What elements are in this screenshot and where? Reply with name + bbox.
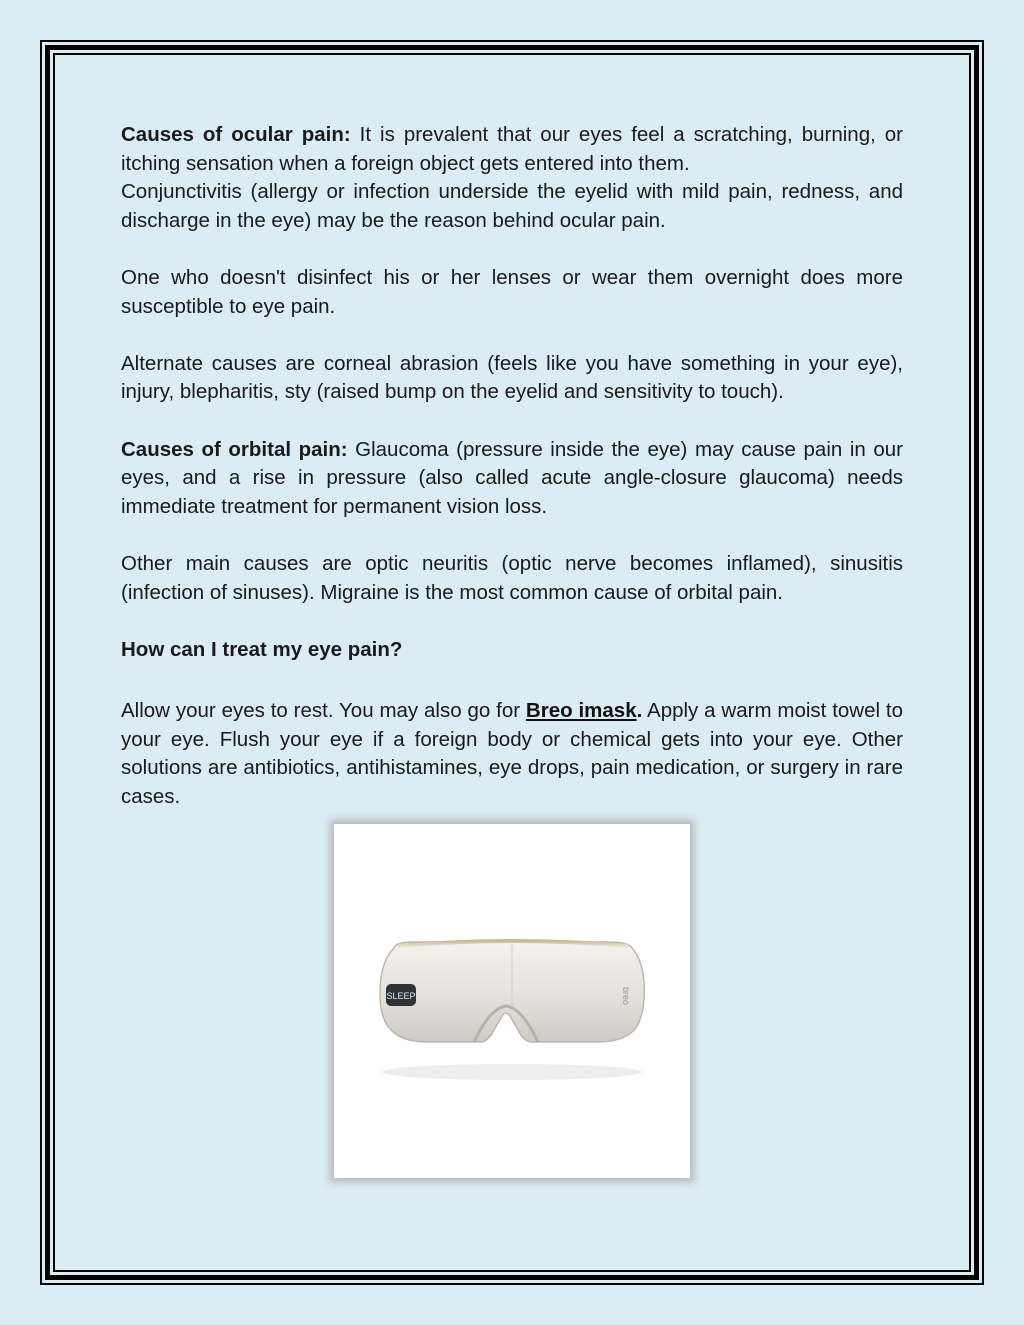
orbital-paragraph <box>121 436 903 522</box>
treat-paragraph <box>121 697 903 811</box>
product-image <box>334 824 690 1178</box>
other-causes-paragraph: Other main causes are optic neuritis (optic nerve becomes inflamed), sinusitis (infection of sinuses). Migraine is the most common cause of orbital pain. <box>121 551 903 604</box>
conjunctivitis-paragraph: Conjunctivitis (allergy or infection underside the eyelid with mild pain, redness, and discharge in the eye) may be the reason behind ocular pain. <box>121 180 903 232</box>
breo-imask-link[interactable]: Breo imask <box>525 699 637 723</box>
ocular-paragraph <box>121 121 903 178</box>
treat-heading: How can I treat my eye pain? <box>121 637 403 661</box>
treat-text-before: Allow your eyes to rest. You may also go for <box>121 699 526 723</box>
orbital-heading: Causes of orbital pain: <box>121 437 348 461</box>
ocular-text: It is prevalent that our eyes feel a scratching, burning, or itching sensation when a foreign object gets entered into them. <box>121 123 903 175</box>
article-body <box>121 121 903 812</box>
alternate-paragraph: Alternate causes are corneal abrasion (feels like you have something in your eye), injury, blepharitis, sty (raised bump on the eyelid and sensitivity to touch). <box>121 351 903 404</box>
lenses-paragraph: One who doesn't disinfect his or her lenses or wear them overnight does more susceptible to eye pain. <box>121 265 903 318</box>
eye-massager-image <box>334 824 690 1178</box>
orbital-text: Glaucoma (pressure inside the eye) may cause pain in our eyes, and a rise in pressure (also called acute angle-closure glaucoma) needs immediate treatment for permanent vision loss. <box>121 437 903 518</box>
svg-text:SLEEP: SLEEP <box>386 991 416 1001</box>
treat-text-after: Apply a warm moist towel to your eye. Flush your eye if a foreign body or chemical gets into your eye. Other solutions are antibiotics, antihistamines, eye drops, pain medication, or surgery in rare cases. <box>121 699 904 809</box>
svg-text:breo: breo <box>621 986 631 1006</box>
link-punctuation: . <box>636 699 643 723</box>
ocular-heading: Causes of ocular pain: <box>121 123 351 146</box>
